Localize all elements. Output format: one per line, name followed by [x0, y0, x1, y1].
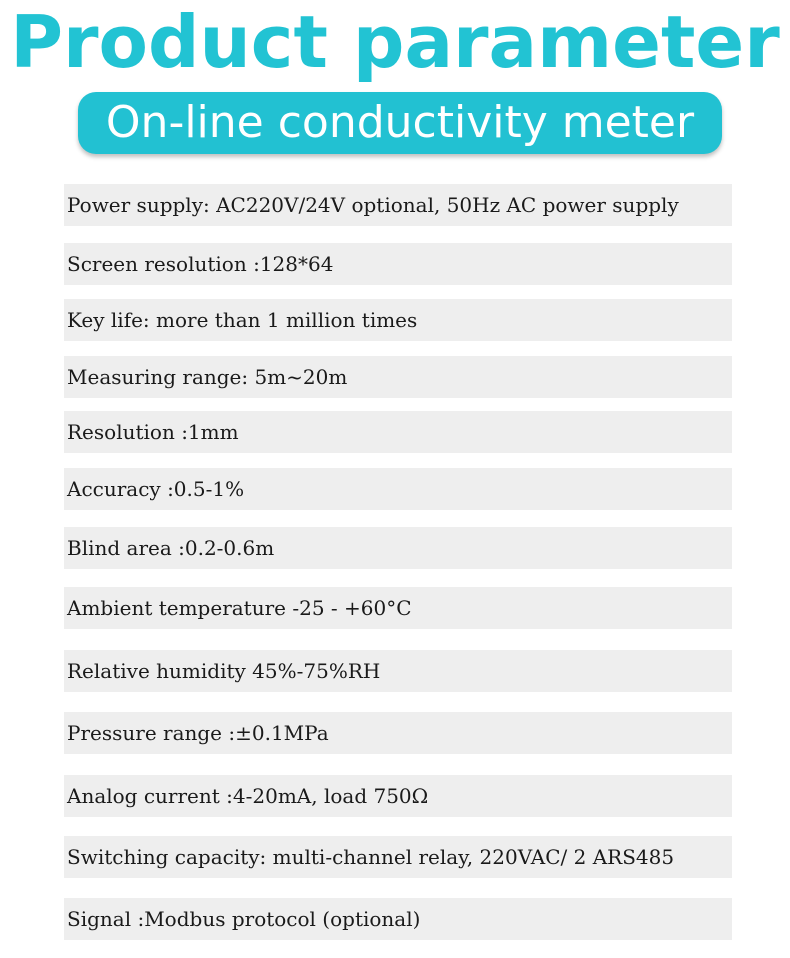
parameter-row — [64, 356, 732, 398]
page-title: Product parameter — [10, 0, 780, 84]
parameter-row — [64, 712, 732, 754]
parameter-row — [64, 184, 732, 226]
parameter-text: Signal :Modbus protocol (optional) — [67, 907, 421, 931]
parameter-row — [64, 527, 732, 569]
parameter-list — [64, 0, 732, 958]
parameter-row — [64, 411, 732, 453]
parameter-text: Measuring range: 5m~20m — [67, 365, 348, 389]
parameter-text: Pressure range :±0.1MPa — [67, 721, 329, 745]
parameter-row — [64, 898, 732, 940]
parameter-row — [64, 650, 732, 692]
parameter-text: Key life: more than 1 million times — [67, 308, 418, 332]
parameter-row — [64, 243, 732, 285]
parameter-text: Switching capacity: multi-channel relay, 220VAC/ 2 ARS485 — [67, 845, 675, 869]
parameter-text: Screen resolution :128*64 — [67, 252, 334, 276]
parameter-text: Blind area :0.2-0.6m — [67, 536, 275, 560]
subtitle-text: On-line conductivity meter — [105, 97, 695, 148]
parameter-row — [64, 299, 732, 341]
parameter-text: Analog current :4-20mA, load 750Ω — [67, 784, 429, 808]
parameter-text: Ambient temperature -25 - +60°C — [67, 596, 412, 620]
parameter-text: Resolution :1mm — [67, 420, 239, 444]
parameter-text: Relative humidity 45%-75%RH — [67, 659, 381, 683]
parameter-row — [64, 775, 732, 817]
parameter-row — [64, 468, 732, 510]
parameter-row — [64, 836, 732, 878]
parameter-row — [64, 587, 732, 629]
parameter-text: Accuracy :0.5-1% — [67, 477, 245, 501]
parameter-text: Power supply: AC220V/24V optional, 50Hz AC power supply — [67, 193, 679, 217]
